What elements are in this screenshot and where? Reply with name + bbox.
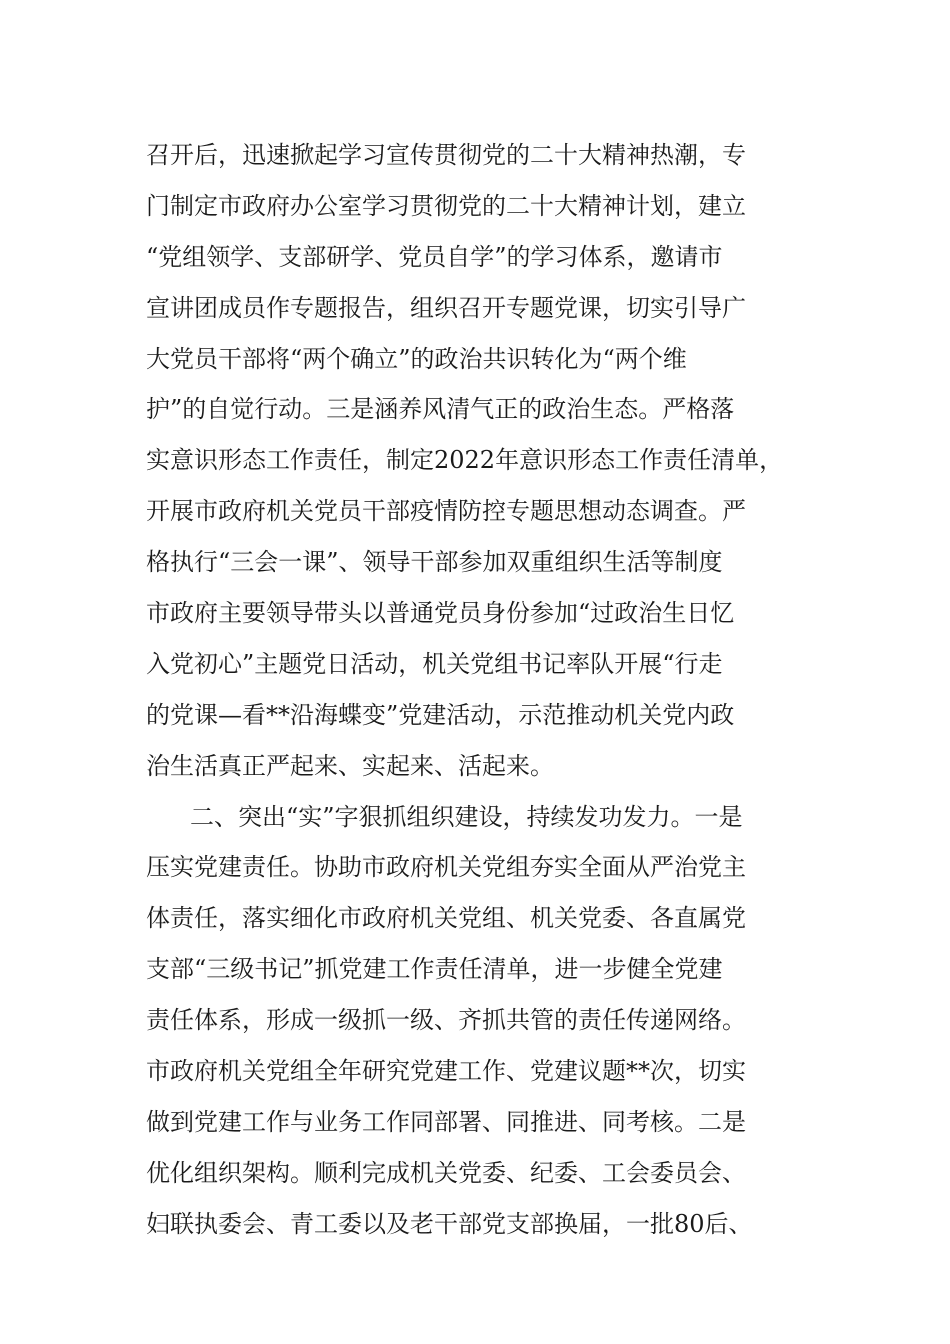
- text-line-20: 做到党建工作与业务工作同部署、同推进、同考核。二是: [146, 1107, 746, 1136]
- text-line-16: 体责任，落实细化市政府机关党组、机关党委、各直属党: [146, 904, 746, 933]
- text-line-3: “党组领学、支部研学、党员自学”的学习体系，邀请市: [146, 242, 723, 271]
- text-line-12: 的党课—看**沿海蝶变”党建活动，示范推动机关党内政: [146, 700, 735, 729]
- text-line-22: 妇联执委会、青工委以及老干部党支部换届，一批80后、: [146, 1209, 753, 1238]
- text-line-19: 市政府机关党组全年研究党建工作、党建议题**次，切实: [146, 1057, 746, 1086]
- text-line-17: 支部“三级书记”抓党建工作责任清单，进一步健全党建: [146, 955, 723, 984]
- text-line-5: 大党员干部将“两个确立”的政治共识转化为“两个维: [146, 344, 687, 373]
- text-line-9: 格执行“三会一课”、领导干部参加双重组织生活等制度: [146, 548, 723, 577]
- text-line-13: 治生活真正严起来、实起来、活起来。: [146, 751, 554, 780]
- text-line-8: 开展市政府机关党员干部疫情防控专题思想动态调查。严: [146, 497, 746, 526]
- body-text: [146, 130, 826, 1250]
- text-line-1: 召开后，迅速掀起学习宣传贯彻党的二十大精神热潮，专: [146, 141, 746, 169]
- text-line-11: 入党初心”主题党日活动，机关党组书记率队开展“行走: [146, 649, 723, 678]
- text-line-15: 压实党建责任。协助市政府机关党组夯实全面从严治党主: [146, 853, 746, 882]
- text-line-21: 优化组织架构。顺利完成机关党委、纪委、工会委员会、: [146, 1158, 746, 1187]
- text-line-18: 责任体系，形成一级抓一级、齐抓共管的责任传递网络。: [146, 1006, 746, 1035]
- text-line-6: 护”的自觉行动。三是涵养风清气正的政治生态。严格落: [146, 395, 735, 424]
- section-heading-line: 二、突出“实”字狠抓组织建设，持续发功发力。一是: [190, 802, 743, 831]
- text-line-2: 门制定市政府办公室学习贯彻党的二十大精神计划，建立: [146, 191, 746, 220]
- text-line-10: 市政府主要领导带头以普通党员身份参加“过政治生日忆: [146, 599, 735, 628]
- text-line-4: 宣讲团成员作专题报告，组织召开专题党课，切实引导广: [146, 293, 746, 322]
- text-line-7: 实意识形态工作责任，制定2022年意识形态工作责任清单，: [146, 446, 784, 475]
